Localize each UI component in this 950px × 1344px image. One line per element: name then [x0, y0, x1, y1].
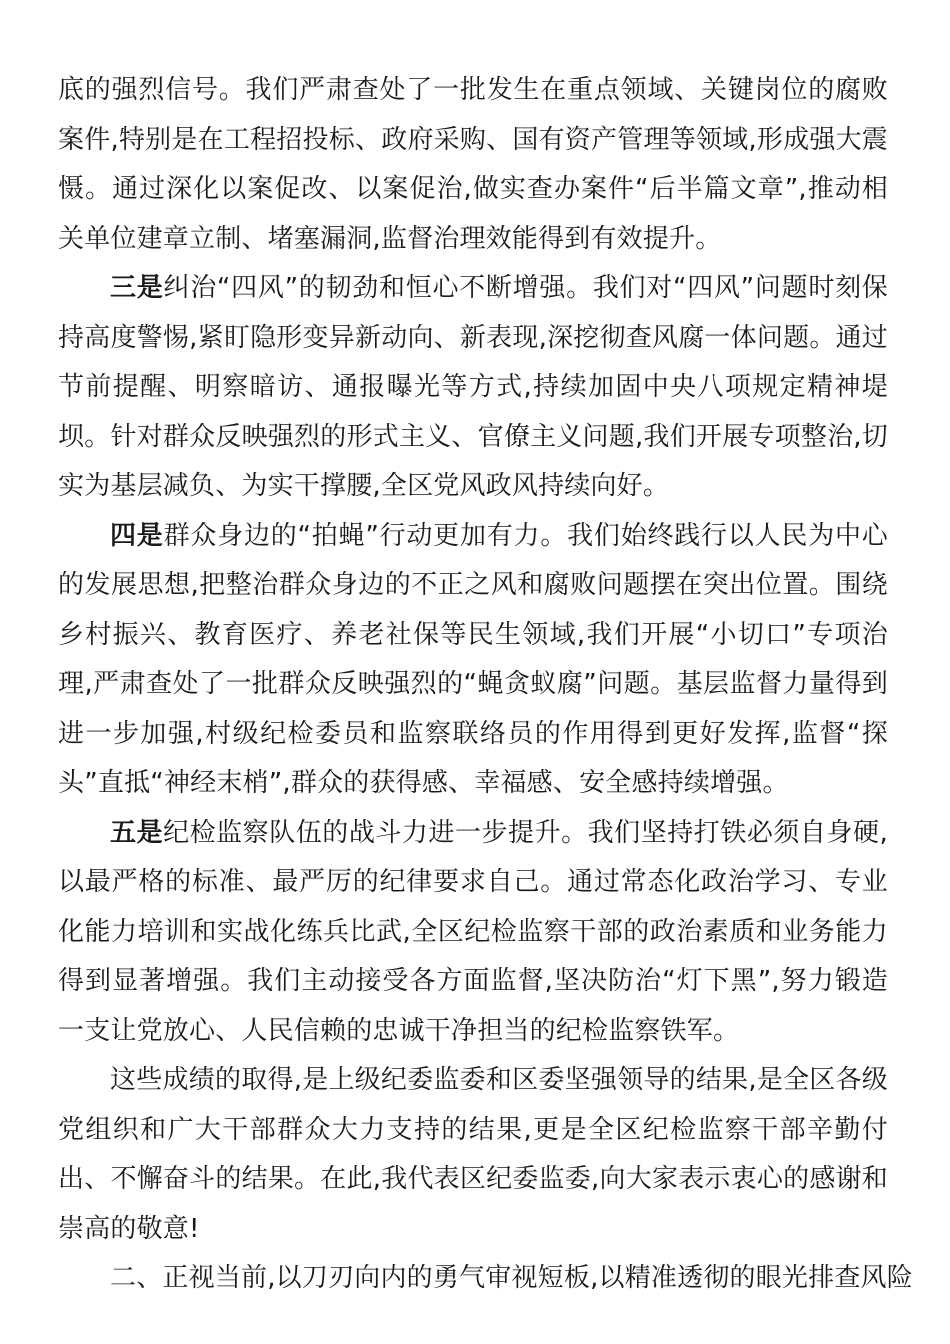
- paragraph-acknowledgement: [58, 1056, 888, 1254]
- paragraph-text: 底的强烈信号。我们严肃查处了一批发生在重点领域、关键岗位的腐败案件,特别是在工程招投标、政府采购、国有资产管理等领域,形成强大震慑。通过深化以案促改、以案促治,做实查办案件“后半篇文章”,推动相关单位建章立制、堵塞漏洞,监督治理效能得到有效提升。: [58, 75, 888, 254]
- document-page: [58, 66, 913, 1304]
- paragraph-lead: 三是: [110, 273, 164, 303]
- paragraph-point-five: [58, 809, 888, 1057]
- paragraph-point-four: [58, 512, 888, 809]
- paragraph-text: 纠治“四风”的韧劲和恒心不断增强。我们对“四风”问题时刻保持高度警惕,紧盯隐形变异新动向、新表现,深挖彻查风腐一体问题。通过节前提醒、明察暗访、通报曝光等方式,持续加固中央八项规定精神堤坝。针对群众反映强烈的形式主义、官僚主义问题,我们开展专项整治,切实为基层减负、为实干撑腰,全区党风政风持续向好。: [58, 273, 888, 501]
- paragraph-text: 纪检监察队伍的战斗力进一步提升。我们坚持打铁必须自身硬,以最严格的标准、最严厉的纪律要求自己。通过常态化政治学习、专业化能力培训和实战化练兵比武,全区纪检监察干部的政治素质和业务能力得到显著增强。我们主动接受各方面监督,坚决防治“灯下黑”,努力锻造一支让党放心、人民信赖的忠诚干净担当的纪检监察铁军。: [58, 817, 888, 1046]
- section-heading: 二、正视当前,以刀刃向内的勇气审视短板,以精准透彻的眼光排查风险: [110, 1263, 913, 1293]
- paragraph-text: 群众身边的“拍蝇”行动更加有力。我们始终践行以人民为中心的发展思想,把整治群众身边的不正之风和腐败问题摆在突出位置。围绕乡村振兴、教育医疗、养老社保等民生领域,我们开展“小切口”专项治理,严肃查处了一批群众反映强烈的“蝇贪蚁腐”问题。基层监督力量得到进一步加强,村级纪检委员和监察联络员的作用得到更好发挥,监督“探头”直抵“神经末梢”,群众的获得感、幸福感、安全感持续增强。: [58, 520, 888, 798]
- paragraph-text: 这些成绩的取得,是上级纪委监委和区委坚强领导的结果,是全区各级党组织和广大干部群众大力支持的结果,更是全区纪检监察干部辛勤付出、不懈奋斗的结果。在此,我代表区纪委监委,向大家表示衷心的感谢和崇高的敬意!: [58, 1065, 888, 1244]
- paragraph-lead: 四是: [110, 520, 164, 551]
- paragraph-lead: 五是: [110, 817, 164, 848]
- paragraph-point-three: [58, 264, 888, 512]
- paragraph-continued: [58, 66, 888, 264]
